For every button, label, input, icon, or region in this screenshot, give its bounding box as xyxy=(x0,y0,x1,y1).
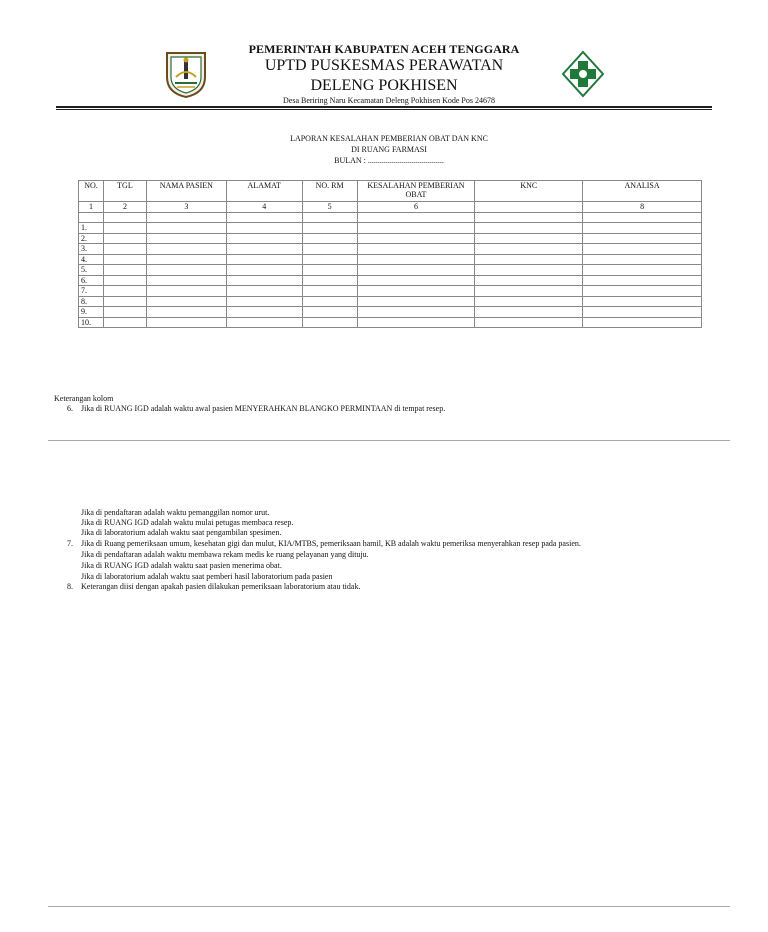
table-cell xyxy=(583,286,702,297)
table-cell xyxy=(583,296,702,307)
row-number-cell: 8. xyxy=(79,296,104,307)
table-cell xyxy=(475,286,583,297)
table-cell xyxy=(475,254,583,265)
table-cell xyxy=(357,233,475,244)
page-divider xyxy=(48,440,730,441)
table-cell xyxy=(302,223,357,234)
table-row xyxy=(79,233,702,244)
table-cell xyxy=(146,254,226,265)
table-cell xyxy=(475,307,583,318)
header-institution-name: UPTD PUSKESMAS PERAWATAN xyxy=(264,57,504,74)
table-cell xyxy=(475,296,583,307)
table-cell xyxy=(146,223,226,234)
report-subtitle: DI RUANG FARMASI xyxy=(351,145,427,154)
table-cell xyxy=(475,244,583,255)
table-cell xyxy=(146,286,226,297)
table-cell xyxy=(103,223,146,234)
table-cell xyxy=(357,212,475,223)
table-cell xyxy=(357,265,475,276)
note-line: Jika di RUANG IGD adalah waktu saat pasien menerima obat. xyxy=(81,561,282,570)
table-row xyxy=(79,265,702,276)
column-header: ANALISA xyxy=(583,181,702,202)
table-cell xyxy=(475,265,583,276)
header-rule-thin xyxy=(56,109,712,110)
header-unit-name: DELENG POKHISEN xyxy=(310,77,458,94)
header-address: Desa Beriring Naru Kecamatan Deleng Pokhisen Kode Pos 24678 xyxy=(283,96,495,105)
table-cell xyxy=(357,223,475,234)
column-header: TGL xyxy=(103,181,146,202)
table-cell xyxy=(103,317,146,328)
table-cell xyxy=(103,286,146,297)
table-cell xyxy=(302,275,357,286)
note-line: Jika di pendaftaran adalah waktu pemanggilan nomor urut. xyxy=(81,508,270,517)
table-cell xyxy=(357,317,475,328)
note-item-6: Jika di RUANG IGD adalah waktu awal pasien MENYERAHKAN BLANGKO PERMINTAAN di tempat resep. xyxy=(81,404,446,413)
report-title: LAPORAN KESALAHAN PEMBERIAN OBAT DAN KNC xyxy=(290,134,488,143)
table-cell xyxy=(357,244,475,255)
table-cell xyxy=(583,223,702,234)
note-line: Jika di pendaftaran adalah waktu membawa rekam medis ke ruang pelayanan yang dituju. xyxy=(81,550,369,559)
row-number-cell: 5. xyxy=(79,265,104,276)
note-line: Jika di RUANG IGD adalah waktu mulai petugas membaca resep. xyxy=(81,518,294,527)
note-item-8: Keterangan diisi dengan apakah pasien dilakukan pemeriksaan laboratorium atau tidak. xyxy=(81,582,361,591)
notes-heading: Keterangan kolom xyxy=(54,394,114,403)
table-cell xyxy=(302,265,357,276)
index-cell: 1 xyxy=(79,202,104,213)
report-month: BULAN : ...................................... xyxy=(334,156,444,165)
table-cell xyxy=(226,286,302,297)
table-cell xyxy=(302,212,357,223)
header-rule-thick xyxy=(56,106,712,108)
index-cell: 6 xyxy=(357,202,475,213)
table-cell xyxy=(103,307,146,318)
table-row xyxy=(79,254,702,265)
table-cell xyxy=(583,275,702,286)
table-row xyxy=(79,296,702,307)
index-cell: 8 xyxy=(583,202,702,213)
row-number-cell: 7. xyxy=(79,286,104,297)
table-cell xyxy=(146,265,226,276)
table-cell xyxy=(226,307,302,318)
table-cell xyxy=(475,233,583,244)
table-header-row xyxy=(79,181,702,202)
table-row xyxy=(79,307,702,318)
table-cell xyxy=(357,254,475,265)
table-cell xyxy=(226,212,302,223)
note-number: 6. xyxy=(67,404,73,413)
row-number-cell: 6. xyxy=(79,275,104,286)
table-cell xyxy=(475,275,583,286)
row-number-cell: 10. xyxy=(79,317,104,328)
row-number-cell: 2. xyxy=(79,233,104,244)
note-line: Jika di laboratorium adalah waktu saat pengambilan spesimen. xyxy=(81,528,282,537)
table-cell xyxy=(103,212,146,223)
table-cell xyxy=(583,254,702,265)
table-cell xyxy=(226,254,302,265)
table-cell xyxy=(146,275,226,286)
table-cell xyxy=(475,317,583,328)
table-cell xyxy=(146,317,226,328)
table-row xyxy=(79,223,702,234)
table-index-row xyxy=(79,202,702,213)
row-number-cell xyxy=(79,212,104,223)
header-government-name: PEMERINTAH KABUPATEN ACEH TENGGARA xyxy=(248,42,520,56)
table-cell xyxy=(226,296,302,307)
note-number: 7. xyxy=(67,539,73,548)
table-cell xyxy=(357,296,475,307)
index-cell: 4 xyxy=(226,202,302,213)
index-cell: 3 xyxy=(146,202,226,213)
table-cell xyxy=(583,307,702,318)
page-divider xyxy=(48,906,730,907)
table-cell xyxy=(226,244,302,255)
index-cell xyxy=(475,202,583,213)
table-row xyxy=(79,275,702,286)
table-cell xyxy=(103,275,146,286)
index-cell: 2 xyxy=(103,202,146,213)
row-number-cell: 1. xyxy=(79,223,104,234)
table-cell xyxy=(357,286,475,297)
table-cell xyxy=(302,254,357,265)
table-cell xyxy=(103,296,146,307)
table-cell xyxy=(103,254,146,265)
note-line: Jika di laboratorium adalah waktu saat pemberi hasil laboratorium pada pasien xyxy=(81,572,333,581)
table-cell xyxy=(302,244,357,255)
column-header: KNC xyxy=(475,181,583,202)
row-number-cell: 3. xyxy=(79,244,104,255)
table-cell xyxy=(302,317,357,328)
note-number: 8. xyxy=(67,582,73,591)
note-item-7: Jika di Ruang pemeriksaan umum, kesehatan gigi dan mulut, KIA/MTBS, pemeriksaan hamil, KB adalah waktu pemeriksa menyerahkan resep pada pasien. xyxy=(81,539,581,548)
table-cell xyxy=(357,307,475,318)
table-cell xyxy=(583,233,702,244)
table-cell xyxy=(226,223,302,234)
table-row xyxy=(79,212,702,223)
table-cell xyxy=(103,244,146,255)
column-header: NAMA PASIEN xyxy=(146,181,226,202)
table-cell xyxy=(226,275,302,286)
table-cell xyxy=(583,317,702,328)
row-number-cell: 9. xyxy=(79,307,104,318)
row-number-cell: 4. xyxy=(79,254,104,265)
table-cell xyxy=(583,265,702,276)
table-cell xyxy=(146,233,226,244)
table-cell xyxy=(302,307,357,318)
table-cell xyxy=(146,307,226,318)
table-cell xyxy=(475,223,583,234)
table-cell xyxy=(302,296,357,307)
table-cell xyxy=(146,212,226,223)
table-row xyxy=(79,286,702,297)
table-cell xyxy=(302,286,357,297)
column-header: ALAMAT xyxy=(226,181,302,202)
table-cell xyxy=(146,244,226,255)
table-cell xyxy=(226,265,302,276)
table-cell xyxy=(302,233,357,244)
column-header: KESALAHAN PEMBERIAN OBAT xyxy=(357,181,475,202)
column-header: NO. xyxy=(79,181,104,202)
table-cell xyxy=(146,296,226,307)
table-cell xyxy=(103,265,146,276)
table-cell xyxy=(475,212,583,223)
index-cell: 5 xyxy=(302,202,357,213)
table-cell xyxy=(103,233,146,244)
column-header: NO. RM xyxy=(302,181,357,202)
table-row xyxy=(79,317,702,328)
table-cell xyxy=(583,212,702,223)
table-cell xyxy=(226,317,302,328)
table-row xyxy=(79,244,702,255)
table-cell xyxy=(226,233,302,244)
table-cell xyxy=(357,275,475,286)
report-table xyxy=(78,180,702,328)
table-cell xyxy=(583,244,702,255)
